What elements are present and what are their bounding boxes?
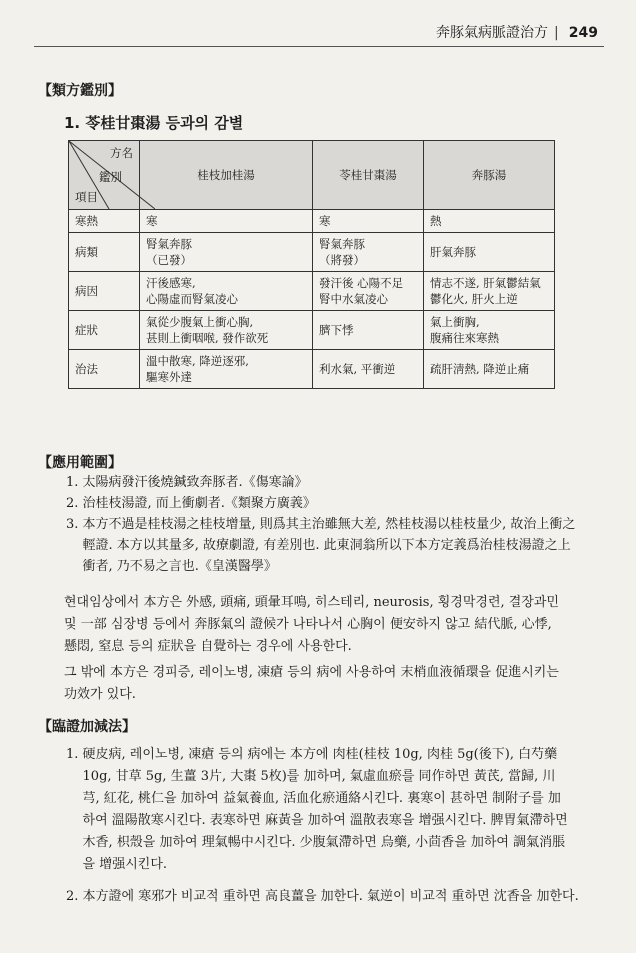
header-separator: | bbox=[554, 25, 559, 41]
table-cell bbox=[313, 311, 424, 350]
running-header bbox=[436, 22, 598, 42]
cell-line: 腎氣奔豚 bbox=[146, 237, 192, 251]
list-item-line: 3. 本方不過是桂枝湯之桂枝增量, 則爲其主治雖無大差, 然桂枝湯以桂枝量少, 故治上衝之 bbox=[66, 517, 576, 532]
text-line: 芎, 紅花, 桃仁을 加하여 益氣養血, 活血化瘀通絡시킨다. 裏寒이 甚하면 制附子를 加 bbox=[66, 791, 561, 806]
cell-line: 鬱化火, 肝火上逆 bbox=[430, 292, 518, 306]
cell-line: 心陽虛而腎氣凌心 bbox=[146, 292, 238, 306]
table-row bbox=[69, 210, 555, 233]
table-cell bbox=[140, 350, 313, 389]
modification-item bbox=[66, 886, 606, 908]
modification-item bbox=[66, 744, 606, 876]
cell-line: 熱 bbox=[430, 214, 442, 228]
application-list bbox=[66, 472, 606, 577]
text-line: 및 一部 심장병 등에서 奔豚氣의 證候가 나타나서 心胸이 便安하지 않고 結代脈, 心悸, bbox=[64, 617, 552, 632]
cell-line: 甚則上衝咽喉, 發作欲死 bbox=[146, 331, 269, 345]
header-title: 奔豚氣病脈證治方 bbox=[436, 25, 549, 41]
text-line: 그 밖에 本方은 경피증, 레이노병, 凍瘡 등의 病에 사용하여 末梢血液循環을 促進시키는 bbox=[64, 665, 559, 680]
cell-line: 氣從少腹氣上衝心胸, bbox=[146, 315, 254, 329]
comparison-table bbox=[68, 140, 555, 389]
table-cell bbox=[424, 233, 555, 272]
list-item-line: 1. 太陽病發汗後燒鍼致奔豚者.《傷寒論》 bbox=[66, 475, 308, 490]
table-cell bbox=[140, 210, 313, 233]
text-line: 功效가 있다. bbox=[64, 687, 136, 702]
table-body bbox=[69, 210, 555, 389]
text-line: 2. 本方證에 寒邪가 비교적 重하면 高良薑을 加한다. 氣逆이 비교적 重하면 沈香을 加한다. bbox=[66, 889, 579, 904]
text-line: 10g, 甘草 5g, 生薑 3片, 大棗 5枚)를 加하며, 氣虛血瘀를 同作하면 黃芪, 當歸, 川 bbox=[66, 769, 556, 784]
application-paragraph bbox=[64, 662, 604, 706]
cell-line: （已發） bbox=[146, 253, 192, 267]
table-cell bbox=[140, 233, 313, 272]
cell-line: 寒 bbox=[146, 214, 158, 228]
cell-line: 汗後感寒, bbox=[146, 276, 196, 290]
table-row bbox=[69, 311, 555, 350]
text-line: 懸悶, 窒息 등의 症狀을 自覺하는 경우에 사용한다. bbox=[64, 639, 352, 654]
list-item bbox=[66, 514, 606, 577]
table-cell bbox=[424, 272, 555, 311]
cell-line: 情志不遂, 肝氣鬱結氣 bbox=[430, 276, 541, 290]
column-header: 苓桂甘棗湯 bbox=[313, 141, 424, 210]
corner-label-item: 項目 bbox=[75, 190, 98, 204]
cell-line: 寒 bbox=[319, 214, 331, 228]
table-cell bbox=[424, 350, 555, 389]
table-cell bbox=[424, 210, 555, 233]
text-line: 木香, 枳殼을 加하여 理氣暢中시킨다. 少腹氣滯하면 烏藥, 小茴香을 加하여 調氣消脹 bbox=[66, 835, 566, 850]
list-item bbox=[66, 493, 606, 514]
cell-line: （將發） bbox=[319, 253, 365, 267]
corner-label-formula: 方名 bbox=[110, 146, 133, 160]
cell-line: 氣上衝胸, bbox=[430, 315, 480, 329]
section-heading-comparison: 【類方鑑別】 bbox=[38, 83, 122, 99]
table-row bbox=[69, 350, 555, 389]
table-row bbox=[69, 272, 555, 311]
list-item-line: 2. 治桂枝湯證, 而上衝劇者.《類聚方廣義》 bbox=[66, 496, 316, 511]
cell-line: 腹痛往來寒熱 bbox=[430, 331, 499, 345]
text-line: 1. 硬皮病, 레이노병, 凍瘡 등의 病에는 本方에 肉桂(桂枝 10g, 肉桂 5g(後下), 白芍藥 bbox=[66, 747, 558, 762]
table-cell bbox=[424, 311, 555, 350]
cell-line: 肝氣奔豚 bbox=[430, 245, 476, 259]
table-cell bbox=[140, 311, 313, 350]
cell-line: 溫中散寒, 降逆逐邪, bbox=[146, 354, 249, 368]
table-cell bbox=[313, 233, 424, 272]
table-cell bbox=[313, 272, 424, 311]
table-title: 1. 苓桂甘棗湯 등과의 감별 bbox=[64, 114, 244, 132]
table-cell bbox=[313, 350, 424, 389]
page-number: 249 bbox=[568, 25, 598, 41]
row-label: 病因 bbox=[69, 272, 140, 311]
application-paragraph bbox=[64, 592, 604, 658]
header-rule bbox=[34, 46, 604, 47]
cell-line: 腎中水氣凌心 bbox=[319, 292, 388, 306]
column-header: 桂枝加桂湯 bbox=[140, 141, 313, 210]
table-cell bbox=[140, 272, 313, 311]
text-line: 현대임상에서 本方은 外感, 頭痛, 頭暈耳鳴, 히스테리, neurosis, 횡경막경련, 결장과민 bbox=[64, 595, 559, 610]
text-line: 을 增强시킨다. bbox=[66, 857, 168, 872]
text-line: 하여 溫陽散寒시킨다. 表寒하면 麻黃을 加하여 溫散表寒을 增强시킨다. 脾胃氣滯하면 bbox=[66, 813, 568, 828]
cell-line: 臍下悸 bbox=[319, 323, 354, 337]
corner-label-comparison: 鑑別 bbox=[99, 170, 122, 184]
cell-line: 驅寒外達 bbox=[146, 370, 192, 384]
section-heading-application: 【應用範圍】 bbox=[38, 455, 122, 471]
table-row bbox=[69, 233, 555, 272]
column-header: 奔豚湯 bbox=[424, 141, 555, 210]
cell-line: 腎氣奔豚 bbox=[319, 237, 365, 251]
cell-line: 疏肝淸熱, 降逆止痛 bbox=[430, 362, 530, 376]
cell-line: 發汗後 心陽不足 bbox=[319, 276, 404, 290]
list-item-line: 衝者, 乃不易之言也.《皇漢醫學》 bbox=[66, 559, 277, 574]
table-corner-cell bbox=[69, 141, 140, 210]
list-item-line: 輕證. 本方以其量多, 故療劇證, 有差別也. 此東洞翁所以下本方定義爲治桂枝湯證之上 bbox=[66, 538, 571, 553]
list-item bbox=[66, 472, 606, 493]
cell-line: 利水氣, 平衝逆 bbox=[319, 362, 396, 376]
row-label: 病類 bbox=[69, 233, 140, 272]
section-heading-modification: 【臨證加減法】 bbox=[38, 719, 136, 735]
row-label: 治法 bbox=[69, 350, 140, 389]
row-label: 寒熱 bbox=[69, 210, 140, 233]
row-label: 症狀 bbox=[69, 311, 140, 350]
table-cell bbox=[313, 210, 424, 233]
